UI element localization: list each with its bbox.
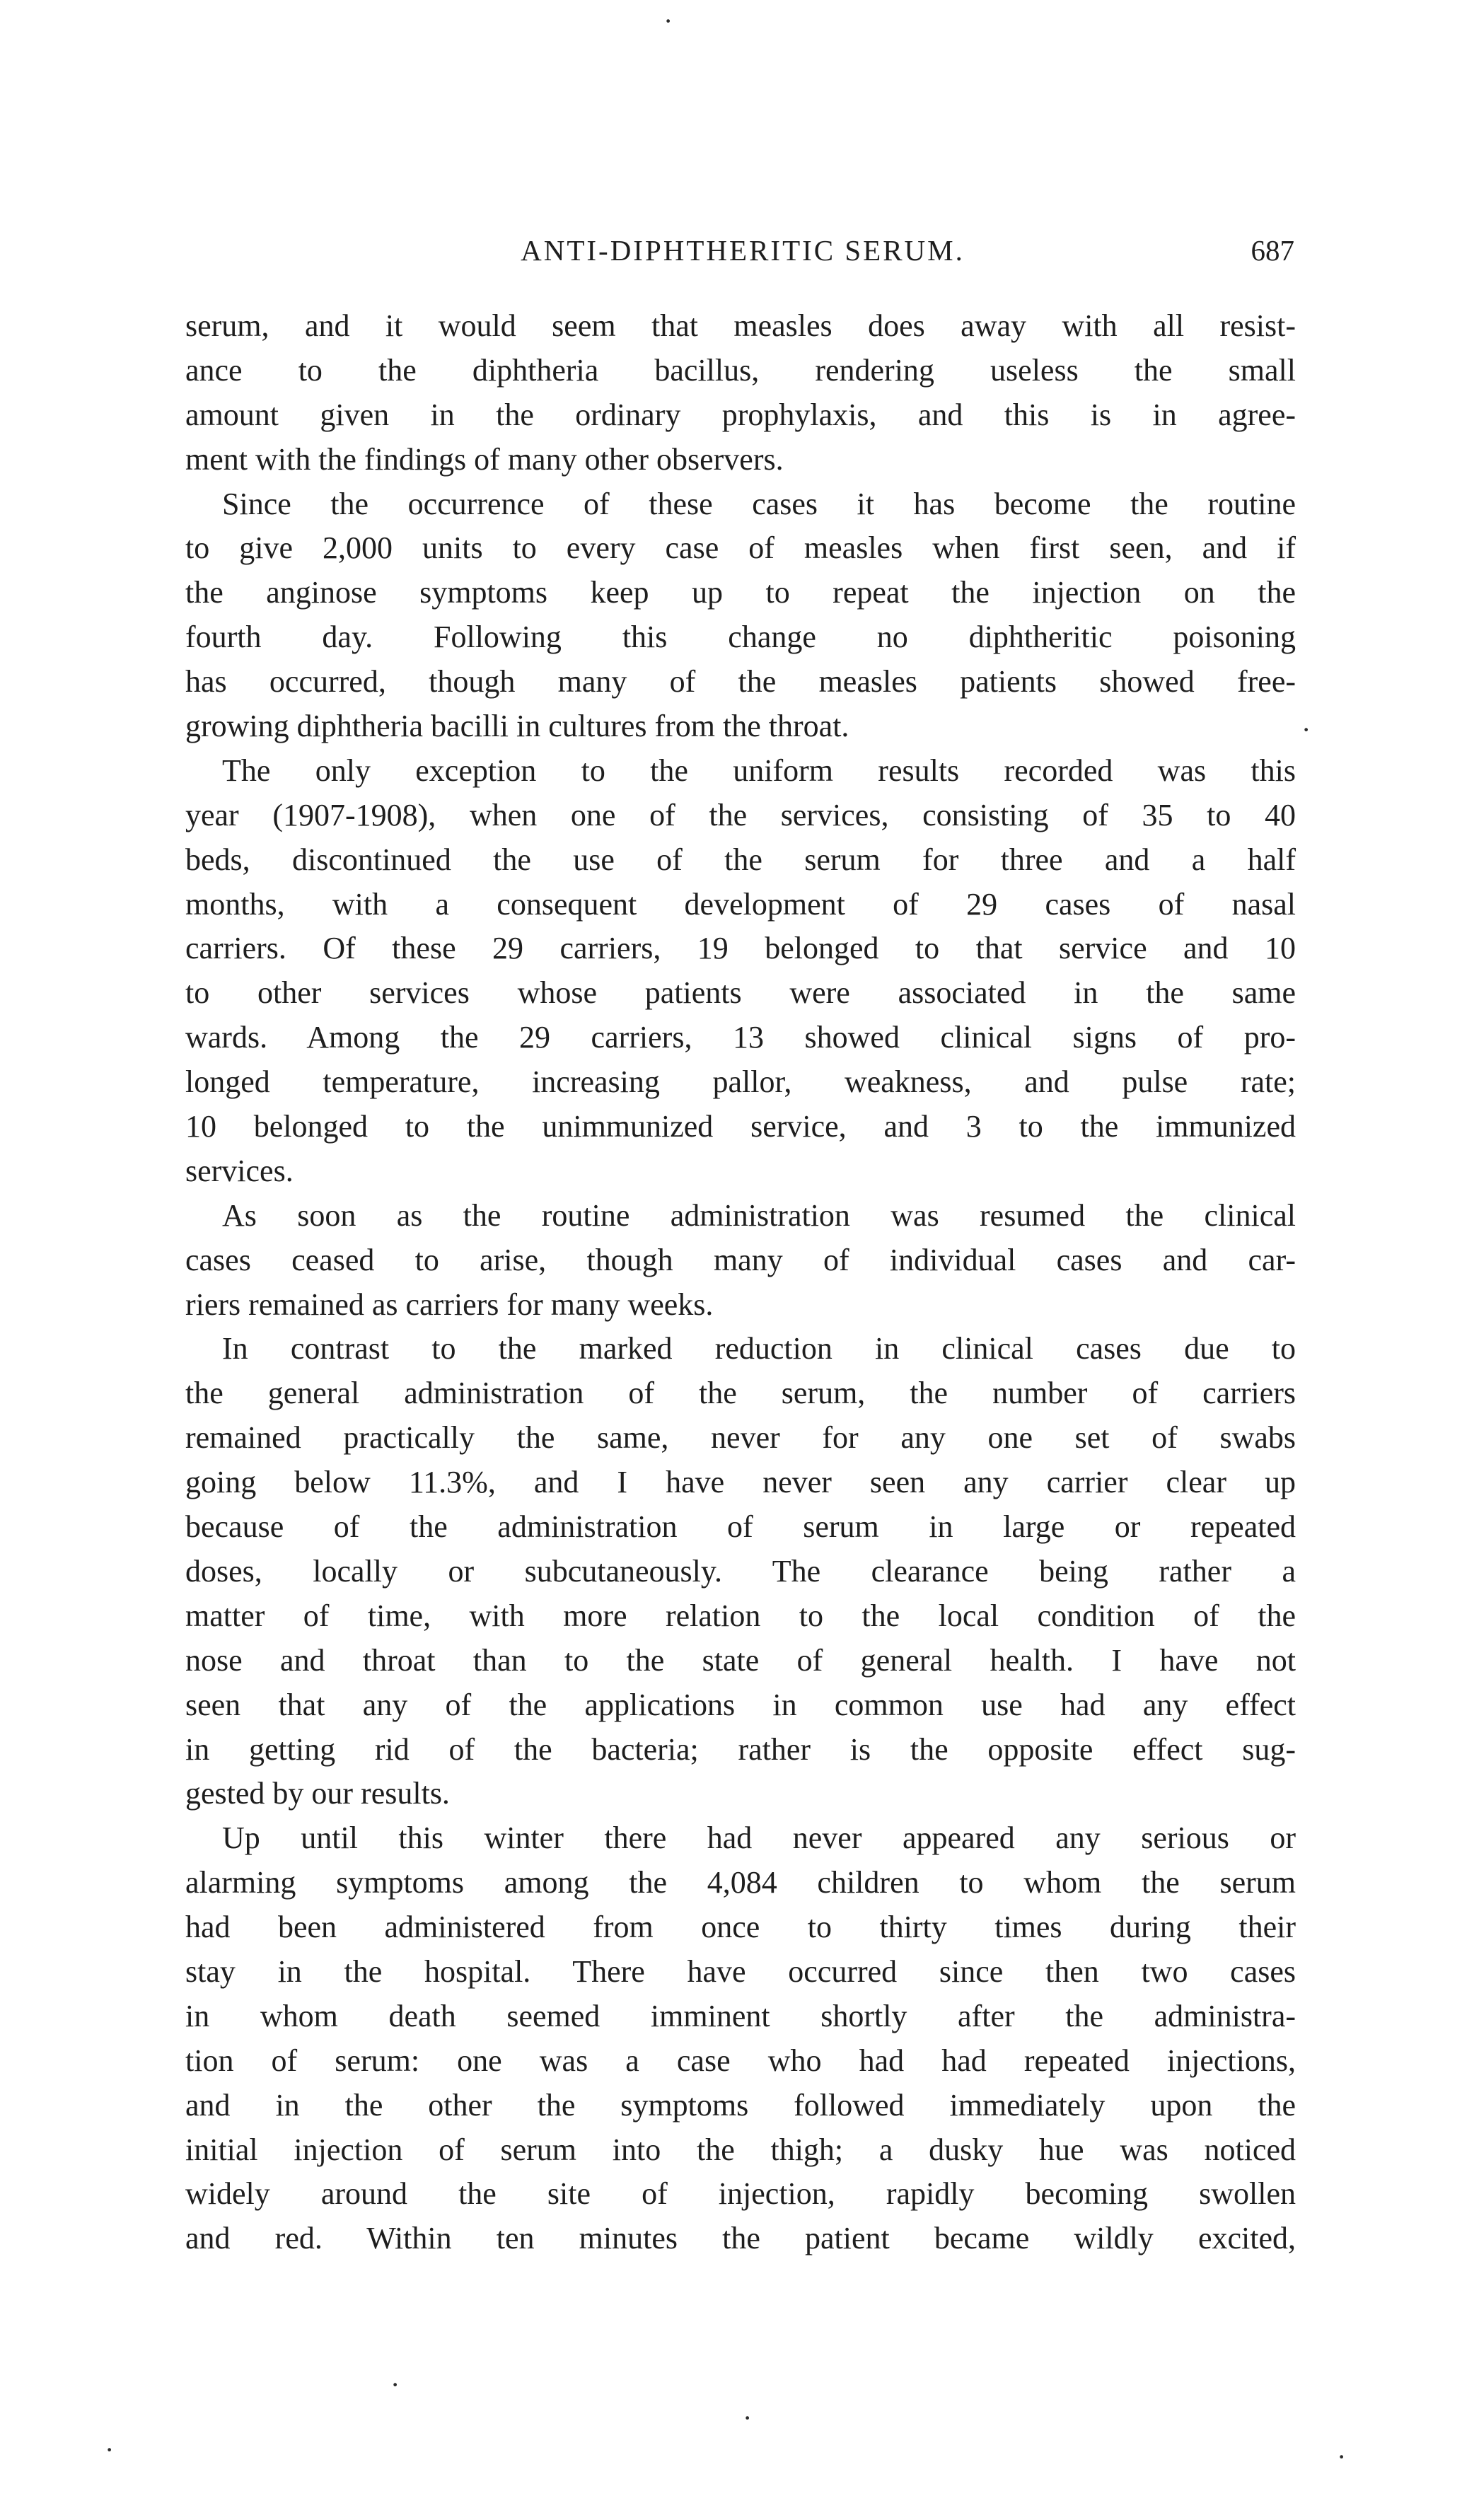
- text-line: initial injection of serum into the thigh; a dusky hue was noticed: [185, 2132, 1296, 2167]
- text-line: serum, and it would seem that measles does away with all resist-: [185, 308, 1296, 343]
- text-line: 10 belonged to the unimmunized service, and 3 to the immunized: [185, 1109, 1296, 1144]
- text-line: growing diphtheria bacilli in cultures from the throat.: [185, 709, 849, 744]
- text-line: gested by our results.: [185, 1776, 450, 1811]
- text-line: going below 11.3%, and I have never seen any carrier clear up: [185, 1465, 1296, 1500]
- text-line: doses, locally or subcutaneously. The clearance being rather a: [185, 1553, 1296, 1589]
- text-line: cases ceased to arise, though many of individual cases and car-: [185, 1242, 1296, 1277]
- text-line: matter of time, with more relation to the local condition of the: [185, 1598, 1296, 1633]
- text-line: wards. Among the 29 carriers, 13 showed clinical signs of pro-: [185, 1020, 1296, 1055]
- text-line: the anginose symptoms keep up to repeat the injection on the: [185, 575, 1296, 610]
- text-line: months, with a consequent development of 29 cases of nasal: [185, 886, 1296, 922]
- page-number: 687: [1251, 234, 1294, 267]
- text-line: had been administered from once to thirty times during their: [185, 1910, 1296, 1945]
- text-line: services.: [185, 1153, 294, 1188]
- text-line: fourth day. Following this change no diphtheritic poisoning: [185, 620, 1296, 655]
- scan-speck: ·: [390, 2369, 400, 2400]
- text-line: and in the other the symptoms followed immediately upon the: [185, 2087, 1296, 2123]
- text-line: and red. Within ten minutes the patient became wildly excited,: [185, 2221, 1296, 2256]
- text-line: longed temperature, increasing pallor, weakness, and pulse rate;: [185, 1064, 1296, 1100]
- text-line: because of the administration of serum in large or repeated: [185, 1509, 1296, 1545]
- text-line: in getting rid of the bacteria; rather is the opposite effect sug-: [185, 1731, 1296, 1767]
- text-line: Since the occurrence of these cases it has become the routine: [222, 486, 1296, 521]
- text-line: alarming symptoms among the 4,084 children to whom the serum: [185, 1865, 1296, 1900]
- scan-speck: ·: [663, 5, 673, 37]
- text-line: In contrast to the marked reduction in clinical cases due to: [222, 1331, 1296, 1366]
- text-line: carriers. Of these 29 carriers, 19 belonged to that service and 10: [185, 931, 1296, 966]
- text-line: year (1907-1908), when one of the services, consisting of 35 to 40: [185, 797, 1296, 832]
- text-line: to give 2,000 units to every case of measles when first seen, and if: [185, 530, 1296, 566]
- text-line: stay in the hospital. There have occurred since then two cases: [185, 1953, 1296, 1989]
- text-line: seen that any of the applications in common use had any effect: [185, 1687, 1296, 1722]
- running-title: ANTI-DIPHTHERITIC SERUM.: [521, 234, 965, 267]
- scan-speck: ·: [1337, 2441, 1347, 2473]
- text-line: Up until this winter there had never appeared any serious or: [222, 1821, 1296, 1856]
- text-line: riers remained as carriers for many weeks.: [185, 1287, 714, 1322]
- text-line: nose and throat than to the state of general health. I have not: [185, 1642, 1296, 1678]
- text-line: The only exception to the uniform results recorded was this: [222, 753, 1296, 788]
- text-line: the general administration of the serum, the number of carriers: [185, 1376, 1296, 1411]
- text-line: to other services whose patients were associated in the same: [185, 975, 1296, 1011]
- scan-speck: ·: [1301, 714, 1311, 745]
- text-line: has occurred, though many of the measles patients showed free-: [185, 664, 1296, 699]
- text-line: remained practically the same, never for any one set of swabs: [185, 1420, 1296, 1456]
- scan-speck: ·: [743, 2402, 753, 2434]
- body-text: [185, 304, 1296, 2261]
- text-line: in whom death seemed imminent shortly after the administra-: [185, 1998, 1296, 2033]
- text-line: tion of serum: one was a case who had had repeated injections,: [185, 2043, 1296, 2078]
- text-line: beds, discontinued the use of the serum for three and a half: [185, 842, 1296, 877]
- running-head: [191, 233, 1294, 276]
- text-line: amount given in the ordinary prophylaxis, and this is in agree-: [185, 397, 1296, 432]
- text-line: widely around the site of injection, rapidly becoming swollen: [185, 2176, 1296, 2212]
- text-line: As soon as the routine administration was resumed the clinical: [222, 1197, 1296, 1233]
- scan-speck: ·: [105, 2434, 115, 2466]
- text-line: ment with the findings of many other observers.: [185, 441, 784, 477]
- text-line: ance to the diphtheria bacillus, rendering useless the small: [185, 352, 1296, 388]
